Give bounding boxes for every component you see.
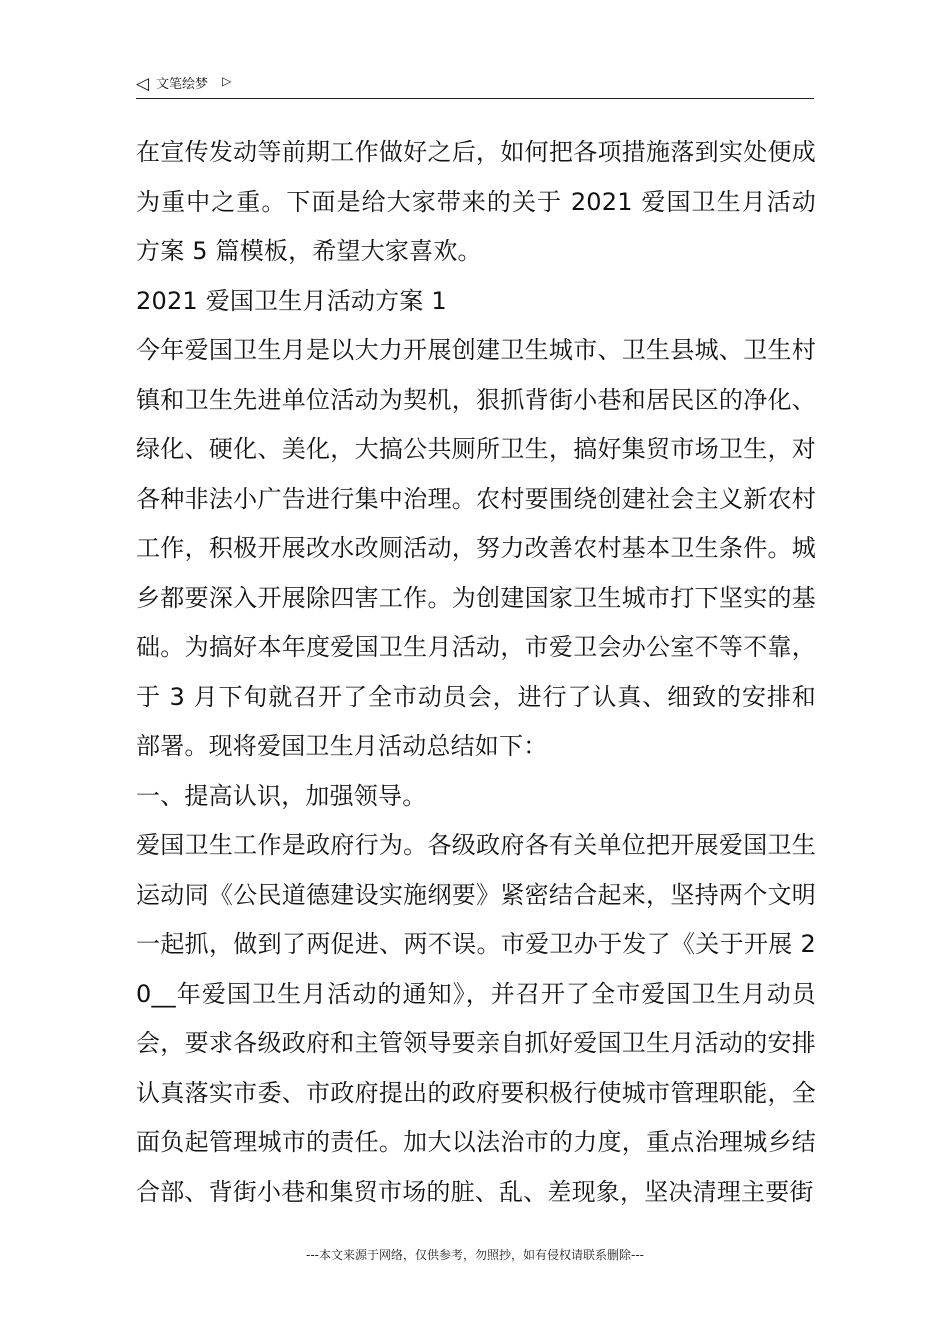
section-heading: 2021 爱国卫生月活动方案 1 bbox=[136, 286, 447, 315]
body-paragraph: 爱国卫生工作是政府行为。各级政府各有关单位把开展爱国卫生运动同《公民道德建设实施纲要》紧密结合起来，坚持两个文明一起抓，做到了两促进、两不误。市爱卫办于发了《关于开展 20__年爱国卫生月活动的通知》，并召开了全市爱国卫生月动员会，要求各级政府和主管领导要亲自抓好爱国卫生月活动的安排认真落实市委、市政府提出的政府要积极行使城市管理职能，全面负起管理城市的责任。加大以法治市的力度，重点治理城乡结合部、背街小巷和集贸市场的脏、乱、差现象，坚决清理主要街 bbox=[136, 831, 816, 1206]
footer-disclaimer: ---本文来源于网络，仅供参考，勿照抄，如有侵权请联系删除--- bbox=[306, 1248, 644, 1262]
header-title: 文笔绘梦 bbox=[156, 77, 209, 92]
page-header bbox=[136, 72, 814, 99]
subsection-heading: 一、提高认识，加强领导。 bbox=[136, 781, 427, 810]
right-triangle-icon: ▷ bbox=[222, 74, 232, 88]
intro-paragraph: 在宣传发动等前期工作做好之后，如何把各项措施落到实处便成为重中之重。下面是给大家带来的关于 2021 爱国卫生月活动方案 5 篇模板，希望大家喜欢。 bbox=[136, 138, 816, 265]
left-triangle-icon: ◁ bbox=[136, 74, 150, 94]
document-body bbox=[136, 128, 816, 1217]
body-paragraph: 今年爱国卫生月是以大力开展创建卫生城市、卫生县城、卫生村镇和卫生先进单位活动为契机，狠抓背街小巷和居民区的净化、绿化、硬化、美化，大搞公共厕所卫生，搞好集贸市场卫生，对各种非法小广告进行集中治理。农村要围绕创建社会主义新农村工作，积极开展改水改厕活动，努力改善农村基本卫生条件。城乡都要深入开展除四害工作。为创建国家卫生城市打下坚实的基础。为搞好本年度爱国卫生月活动，市爱卫会办公室不等不靠，于 3 月下旬就召开了全市动员会，进行了认真、细致的安排和部署。现将爱国卫生月活动总结如下： bbox=[136, 336, 816, 760]
